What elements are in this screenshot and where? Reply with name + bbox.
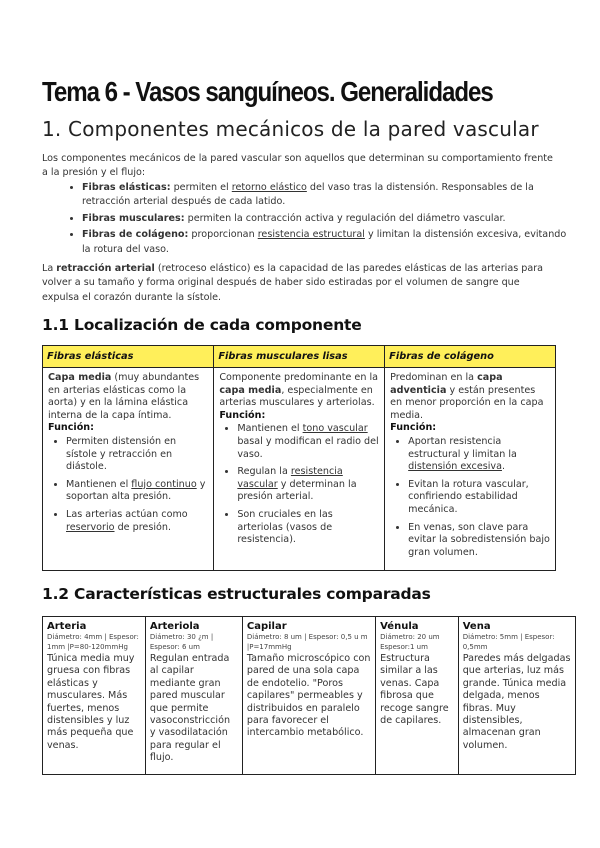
vessel-name: Vénula — [380, 621, 419, 632]
vessel-cell-vena — [458, 617, 575, 775]
vessel-description: Túnica media muy gruesa con fibras elásticas y musculares. Más fuertes, menos distensibles y luz más pequeña que venas. — [47, 653, 135, 751]
bullet-label: Fibras elásticas: — [82, 182, 171, 193]
list-item-elastic: • Fibras elásticas: permiten el retorno elástico del vaso tras la distensión. Responsables de la retracción arterial después de cada latido. — [82, 181, 572, 210]
vessel-dimensions: Diámetro: 5mm | Espesor: 0,5mm — [462, 633, 555, 651]
list-item: • En venas, son clave para evitar la sobredistensión bajo gran volumen. — [408, 522, 550, 560]
function-label: Función: — [48, 422, 94, 434]
arterial-retraction-paragraph: La retracción arterial (retroceso elástico) es la capacidad de las paredes elásticas de las arterias para volver a su tamaño y forma original después de haber sido estiradas por el volumen de sangre que expulsa el corazón durante la sístole. — [42, 263, 544, 303]
table-header-elastic: Fibras elásticas — [43, 346, 214, 368]
list-item-muscular: • Fibras musculares: permiten la contracción activa y regulación del diámetro vascular. — [82, 212, 572, 226]
vessel-dimensions: Diámetro: 8 um | Espesor: 0,5 u m |P=17mmHg — [246, 633, 368, 651]
vessel-cell-capilar — [242, 617, 375, 775]
underlined-term: resistencia estructural — [257, 229, 365, 241]
bullet-label: Fibras de colágeno: — [82, 229, 189, 241]
vessel-cell-arteriola — [145, 617, 242, 775]
page-title: Tema 6 - Vasos sanguíneos. Generalidades — [42, 76, 493, 107]
table-cell-collagen: Predominan en la capa adventicia y están presentes en menor proporción en la capa media. Función: • Aportan resistencia estructural y limitan la distensión excesiva. • Evitan la rotura vascular, confiriendo estabilidad mecánica. • En venas, son clave para evitar la sobredistensión bajo gran volumen. — [385, 368, 556, 571]
vessel-name: Arteriola — [149, 621, 200, 632]
section-1-1-heading: 1.1 Localización de cada componente — [42, 316, 362, 334]
list-item: • Las arterias actúan como reservorio de presión. — [66, 509, 208, 534]
vessel-name: Vena — [462, 621, 491, 632]
list-item: • Regulan la resistencia vascular y determinan la presión arterial. — [237, 466, 379, 504]
vessel-description: Regulan entrada al capilar mediante gran pared muscular que permite vasoconstricción y vasodilatación para regular el flujo. — [149, 653, 231, 764]
table-cell-muscular: Componente predominante en la capa media, especialmente en arterias musculares y arteriolas. Función: • Mantienen el tono vascular basal y modifican el radio del vaso. • Regulan la resistencia vascular y determinan la presión arterial. • Son cruciales en las arteriolas (vasos de resistencia). — [214, 368, 385, 571]
list-item: • Permiten distensión en sístole y retracción en diástole. — [66, 436, 208, 474]
list-item: • Aportan resistencia estructural y limitan la distensión excesiva. — [408, 436, 550, 474]
section-1-2-heading: 1.2 Características estructurales comparadas — [42, 585, 431, 603]
vessel-cell-venula — [376, 617, 459, 775]
table-header-collagen: Fibras de colágeno — [385, 346, 556, 368]
table-cell-elastic: Capa media (muy abundantes en arterias elásticas como la aorta) y en la lámina elástica interna de la capa íntima. Función: • Permiten distensión en sístole y retracción en diástole. • Mantienen el flujo continuo y soportan alta presión. • Las arterias actúan como reservorio de presión. — [43, 368, 214, 571]
section-1-intro: Los componentes mecánicos de la pared vascular son aquellos que determinan su comportamiento frente a la presión y el flujo: — [42, 153, 553, 179]
list-item: • Mantienen el tono vascular basal y modifican el radio del vaso. — [237, 423, 379, 461]
list-item: • Evitan la rotura vascular, confiriendo estabilidad mecánica. — [408, 479, 550, 517]
vessel-cell-arteria — [43, 617, 146, 775]
vessel-dimensions: Diámetro: 20 um Espesor:1 um — [380, 633, 440, 651]
list-item-collagen: • Fibras de colágeno: proporcionan resistencia estructural y limitan la distensión excesiva, evitando la rotura del vaso. — [82, 228, 572, 257]
vessel-dimensions: Diámetro: 30 ¿m | Espesor: 6 um — [149, 633, 214, 651]
vessel-description: Estructura similar a las venas. Capa fibrosa que recoge sangre de capilares. — [380, 653, 449, 727]
vessel-dimensions: Diámetro: 4mm | Espesor: 1mm |P=80-120mmHg — [47, 633, 139, 651]
vessel-name: Capilar — [246, 621, 287, 632]
table-header-muscular: Fibras musculares lisas — [214, 346, 385, 368]
section-1-heading: 1. Componentes mecánicos de la pared vascular — [42, 117, 539, 141]
underlined-term: retorno elástico — [231, 182, 307, 193]
vessel-description: Paredes más delgadas que arterias, luz más grande. Túnica media delgada, menos fibras. Muy distensibles, almacenan gran volumen. — [462, 653, 571, 751]
list-item: • Son cruciales en las arteriolas (vasos de resistencia). — [237, 509, 379, 547]
function-label: Función: — [390, 422, 437, 434]
component-location-table — [42, 345, 556, 571]
vessel-comparison-table — [42, 616, 576, 775]
bullet-label: Fibras musculares: — [82, 212, 185, 224]
vessel-description: Tamaño microscópico con pared de una sola capa de endotelio. "Poros capilares" permeables y distribuidos en paralelo para favorecer el intercambio metabólico. — [246, 653, 371, 739]
component-list — [60, 181, 572, 259]
vessel-name: Arteria — [47, 621, 87, 632]
function-label: Función: — [219, 409, 266, 421]
list-item: • Mantienen el flujo continuo y soportan alta presión. — [66, 479, 208, 504]
